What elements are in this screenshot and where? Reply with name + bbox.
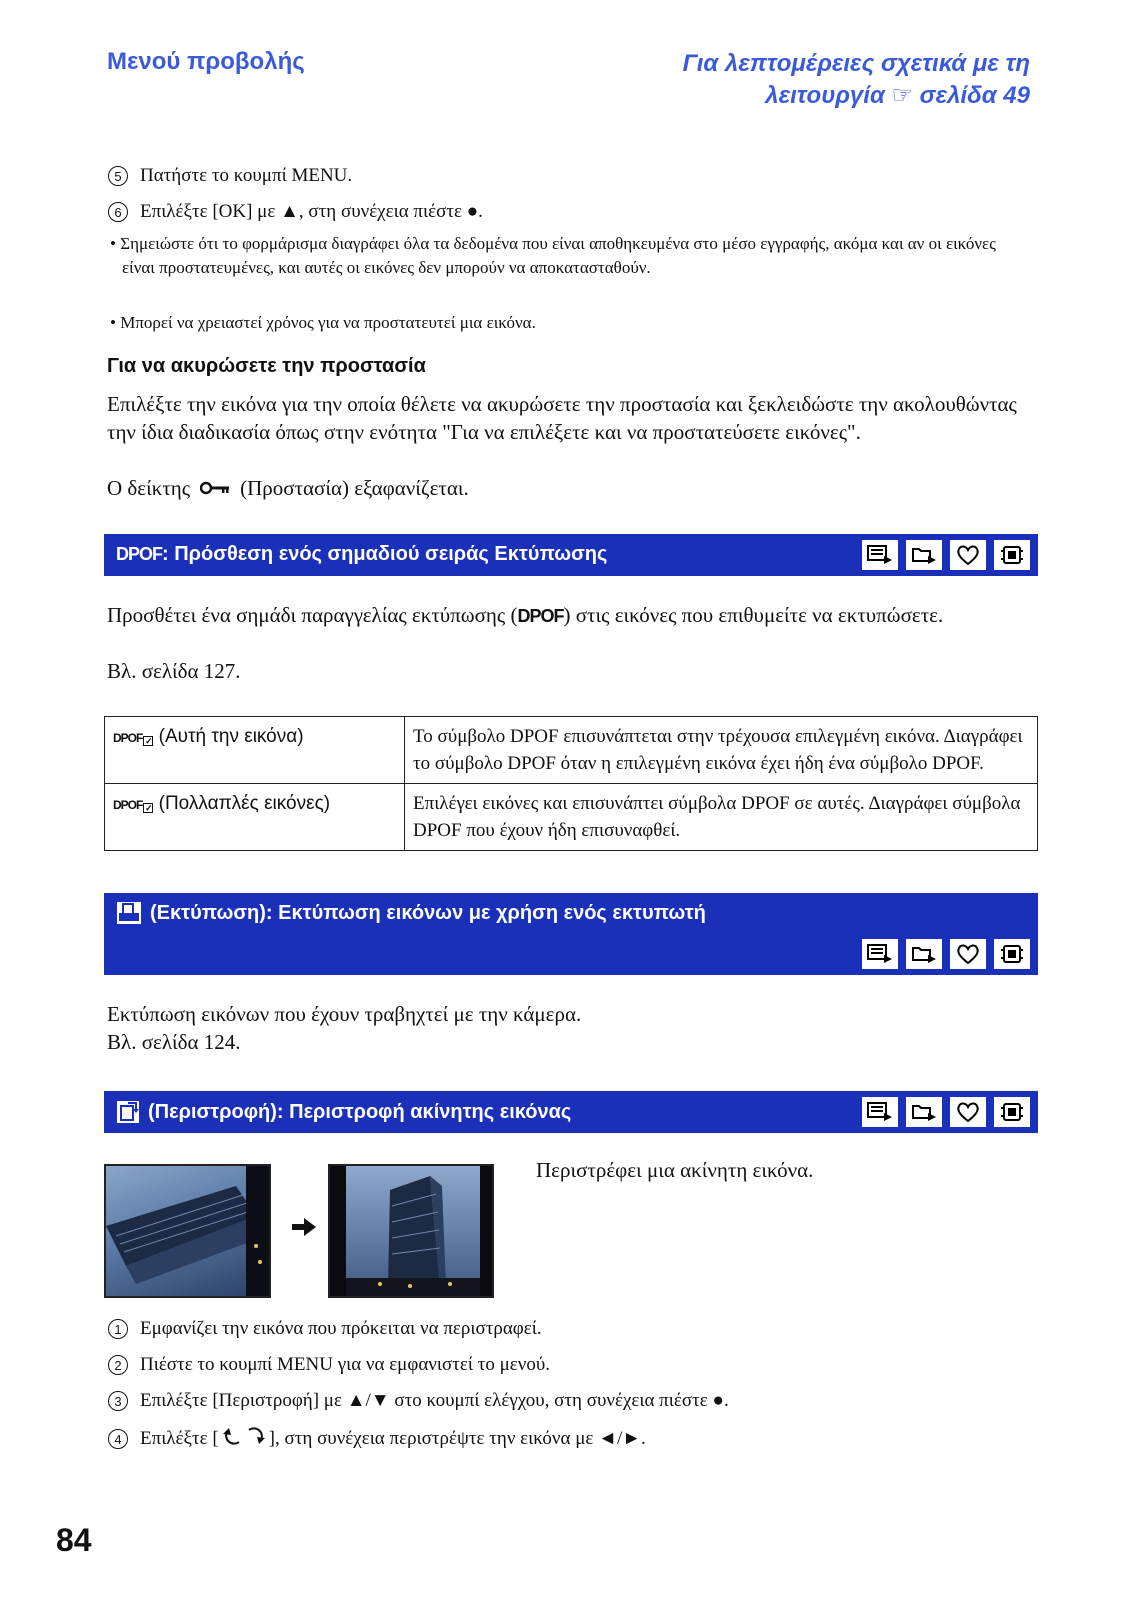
- page-number: 84: [56, 1522, 92, 1558]
- rotate-step-1: [108, 1318, 542, 1340]
- mode-folder-icon: [904, 538, 944, 572]
- rotated-image-after: [328, 1164, 494, 1298]
- page-reference-line-2: λειτουργία ☞ σελίδα 49: [765, 82, 1030, 109]
- dpof-section-title: [116, 543, 607, 566]
- note-time: • Μπορεί να χρειαστεί χρόνος για να προστατευτεί μια εικόνα.: [110, 313, 536, 332]
- indicator-text-after: (Προστασία) εξαφανίζεται.: [240, 476, 469, 500]
- step-6: [108, 201, 483, 223]
- cancel-protection-heading: Για να ακυρώσετε την προστασία: [107, 355, 426, 377]
- rotate-step-2: [108, 1354, 550, 1376]
- dpof-check-icon: DPOF ✓: [113, 731, 152, 746]
- step-text: Επιλέξτε [OK] με ▲, στη συνέχεια πιέστε ●.: [140, 201, 483, 222]
- mode-icons: [860, 538, 1032, 572]
- rotate-direction-icon: [221, 1426, 267, 1452]
- table-row: [105, 717, 1038, 784]
- rotate-step-3: [108, 1390, 729, 1412]
- option-label: (Αυτή την εικόνα): [158, 726, 304, 747]
- indicator-text-before: Ο δείκτης: [107, 476, 191, 500]
- mode-internal-memory-icon: [992, 937, 1032, 971]
- mode-icons: [860, 937, 1032, 971]
- mode-favorite-icon: [948, 538, 988, 572]
- table-cell-label: [105, 717, 405, 784]
- step-number: 2: [108, 1355, 128, 1375]
- key-icon: [200, 474, 230, 502]
- dpof-options-table: [104, 716, 1038, 851]
- step-text: Επιλέξτε [Περιστροφή] με ▲/▼ στο κουμπί ελέγχου, στη συνέχεια πιέστε ●.: [140, 1390, 729, 1411]
- step-text: Πατήστε το κουμπί MENU.: [140, 165, 353, 186]
- dpof-desc-after: ) στις εικόνες που επιθυμείτε να εκτυπώσετε.: [563, 603, 944, 627]
- rotate-icon: [116, 1100, 140, 1124]
- step-text: Εμφανίζει την εικόνα που πρόκειται να περιστραφεί.: [140, 1318, 542, 1339]
- mode-single-image-icon: [860, 937, 900, 971]
- dpof-description: [107, 601, 1027, 630]
- rotate-title-text: (Περιστροφή): Περιστροφή ακίνητης εικόνας: [148, 1100, 572, 1123]
- step-5: [108, 165, 352, 187]
- option-label: (Πολλαπλές εικόνες): [158, 793, 331, 814]
- print-section-title: [116, 901, 706, 925]
- rotated-image-before: [104, 1164, 271, 1298]
- rotate-step-4: [108, 1426, 646, 1452]
- mode-favorite-icon: [948, 937, 988, 971]
- step-number: 1: [108, 1319, 128, 1339]
- section-title: Μενού προβολής: [107, 48, 305, 75]
- mode-folder-icon: [904, 1095, 944, 1129]
- rotate-section-title: [116, 1100, 571, 1124]
- table-cell-desc: Επιλέγει εικόνες και επισυνάπτει σύμβολα DPOF σε αυτές. Διαγράφει σύμβολα DPOF που έχουν ήδη επισυναφθεί.: [405, 784, 1038, 851]
- protect-indicator-line: [107, 474, 1027, 502]
- printer-icon: [116, 901, 142, 925]
- arrow-right-icon: [292, 1218, 316, 1241]
- step-number: 6: [108, 202, 128, 222]
- mode-internal-memory-icon: [992, 538, 1032, 572]
- mode-favorite-icon: [948, 1095, 988, 1129]
- page-reference: [510, 48, 1030, 112]
- step-number: 5: [108, 166, 128, 186]
- mode-folder-icon: [904, 937, 944, 971]
- table-cell-label: [105, 784, 405, 851]
- print-section-bar: [104, 893, 1038, 975]
- dpof-see-page: Βλ. σελίδα 127.: [107, 659, 241, 683]
- dpof-section-bar: [104, 534, 1038, 576]
- print-description: Εκτύπωση εικόνων που έχουν τραβηχτεί με την κάμερα.: [107, 1002, 582, 1026]
- dpof-title-text: : Πρόσθεση ενός σημαδιού σειράς Εκτύπωσης: [162, 543, 608, 565]
- note-format: • Σημειώστε ότι το φορμάρισμα διαγράφει όλα τα δεδομένα που είναι αποθηκευμένα στο μέσο εγγραφής, ακόμα και αν οι εικόνες είναι προστατευμένες, και αυτές οι εικόνες δεν μπορούν να αποκατασταθούν.: [110, 234, 996, 277]
- step-number: 3: [108, 1391, 128, 1411]
- step-text-after: ], στη συνέχεια περιστρέψτε την εικόνα με ◄/►.: [268, 1428, 646, 1449]
- table-row: [105, 784, 1038, 851]
- step-text-before: Επιλέξτε [: [140, 1428, 219, 1449]
- rotate-description: Περιστρέφει μια ακίνητη εικόνα.: [536, 1158, 814, 1182]
- dpof-desc-before: Προσθέτει ένα σημάδι παραγγελίας εκτύπωσης (: [107, 603, 518, 627]
- mode-single-image-icon: [860, 1095, 900, 1129]
- dpof-multi-check-icon: DPOF ✓: [113, 798, 152, 813]
- print-see-page: Βλ. σελίδα 124.: [107, 1030, 241, 1054]
- dpof-inline-logo: DPOF: [517, 606, 564, 626]
- print-title-text: (Εκτύπωση): Εκτύπωση εικόνων με χρήση ενός εκτυπωτή: [150, 901, 706, 924]
- cancel-protection-text: Επιλέξτε την εικόνα για την οποία θέλετε να ακυρώσετε την προστασία και ξεκλειδώστε την ακολουθώντας την ίδια διαδικασία όπως στην ενότητα "Για να επιλέξετε και να προστατεύσετε εικόνες".: [107, 392, 1017, 444]
- mode-single-image-icon: [860, 538, 900, 572]
- rotate-section-bar: [104, 1091, 1038, 1133]
- dpof-logo: DPOF: [116, 544, 163, 564]
- mode-internal-memory-icon: [992, 1095, 1032, 1129]
- table-cell-desc: Το σύμβολο DPOF επισυνάπτεται στην τρέχουσα επιλεγμένη εικόνα. Διαγράφει το σύμβολο DPOF όταν η επιλεγμένη εικόνα έχει ήδη ένα σύμβολο DPOF.: [405, 717, 1038, 784]
- step-number: 4: [108, 1429, 128, 1449]
- page-reference-line-1: Για λεπτομέρειες σχετικά με τη: [682, 50, 1030, 77]
- mode-icons: [860, 1095, 1032, 1129]
- step-text: Πιέστε το κουμπί MENU για να εμφανιστεί το μενού.: [140, 1354, 551, 1375]
